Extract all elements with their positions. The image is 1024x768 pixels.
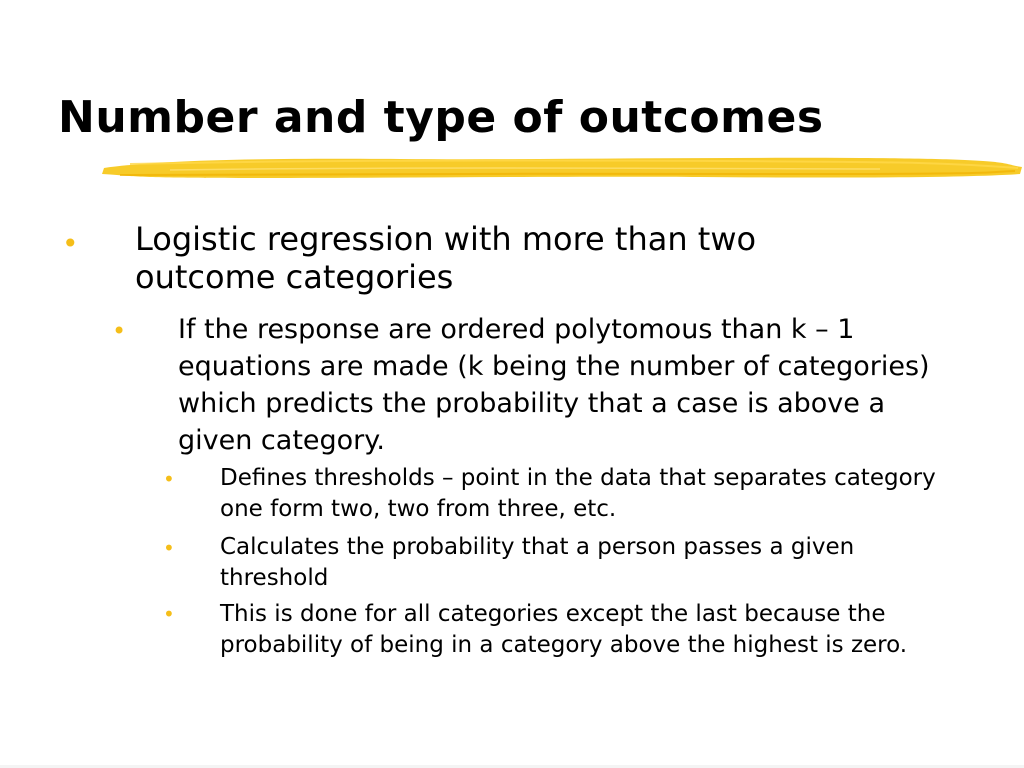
bullet-text-level-3: Defines thresholds – point in the data that separates category one form two, two from three, etc. — [220, 465, 936, 522]
bullet-marker: • — [62, 227, 79, 260]
bullet-marker: • — [112, 317, 127, 345]
title-underline-brushstroke — [100, 148, 1024, 188]
bullet-text-level-2: If the response are ordered polytomous than k – 1 equations are made (k being the number of categories) which predicts the probability that a case is above a given category. — [178, 314, 930, 456]
bullet-text-level-3: This is done for all categories except the last because the probability of being in a category above the highest is zero. — [220, 601, 908, 658]
bullet-marker: • — [163, 602, 175, 626]
bullet-marker: • — [163, 467, 175, 491]
slide-title: Number and type of outcomes — [58, 92, 824, 143]
bullet-marker: • — [163, 536, 175, 560]
bullet-text-level-1: Logistic regression with more than two outcome categories — [135, 220, 757, 296]
bullet-text-level-3: Calculates the probability that a person passes a given threshold — [220, 534, 855, 591]
